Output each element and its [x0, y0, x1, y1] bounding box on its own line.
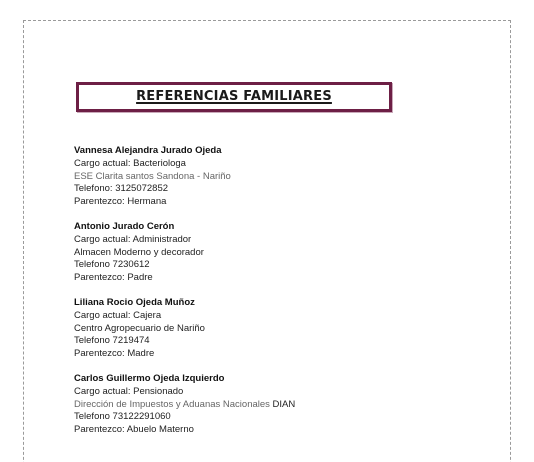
reference-workplace: Almacen Moderno y decorador	[74, 246, 204, 258]
reference-item	[74, 145, 494, 209]
reference-item	[74, 373, 494, 437]
section-heading: REFERENCIAS FAMILIARES	[136, 89, 332, 104]
reference-workplace-acronym: DIAN	[269, 398, 296, 410]
section-heading-box	[76, 82, 392, 112]
reference-relationship: Parentezco: Hermana	[74, 196, 167, 208]
reference-workplace: Centro Agropecuario de Nariño	[74, 322, 205, 334]
references-list	[74, 145, 494, 449]
reference-cargo: Cargo actual: Pensionado	[74, 385, 184, 397]
reference-workplace: ESE Clarita santos Sandona - Nariño	[74, 170, 231, 182]
reference-relationship: Parentezco: Padre	[74, 272, 153, 284]
reference-cargo: Cargo actual: Cajera	[74, 309, 162, 321]
reference-name: Vannesa Alejandra Jurado Ojeda	[74, 145, 222, 156]
reference-phone: Telefono 7230612	[74, 259, 150, 271]
reference-phone: Telefono: 3125072852	[74, 183, 169, 195]
reference-name: Antonio Jurado Cerón	[74, 220, 175, 232]
reference-phone: Telefono 7219474	[74, 335, 150, 347]
reference-item	[74, 221, 494, 285]
reference-cargo: Cargo actual: Bacteriologa	[74, 157, 186, 169]
reference-relationship: Parentezco: Madre	[74, 348, 155, 360]
reference-phone: Telefono 73122291060	[74, 411, 171, 423]
reference-workplace-line	[74, 399, 494, 412]
reference-workplace: Dirección de Impuestos y Aduanas Nacionales	[74, 398, 270, 410]
reference-cargo: Cargo actual: Administrador	[74, 233, 192, 245]
reference-name: Carlos Guillermo Ojeda Izquierdo	[74, 372, 225, 384]
reference-relationship: Parentezco: Abuelo Materno	[74, 424, 194, 436]
reference-item	[74, 297, 494, 361]
reference-name: Liliana Rocio Ojeda Muñoz	[74, 296, 195, 308]
